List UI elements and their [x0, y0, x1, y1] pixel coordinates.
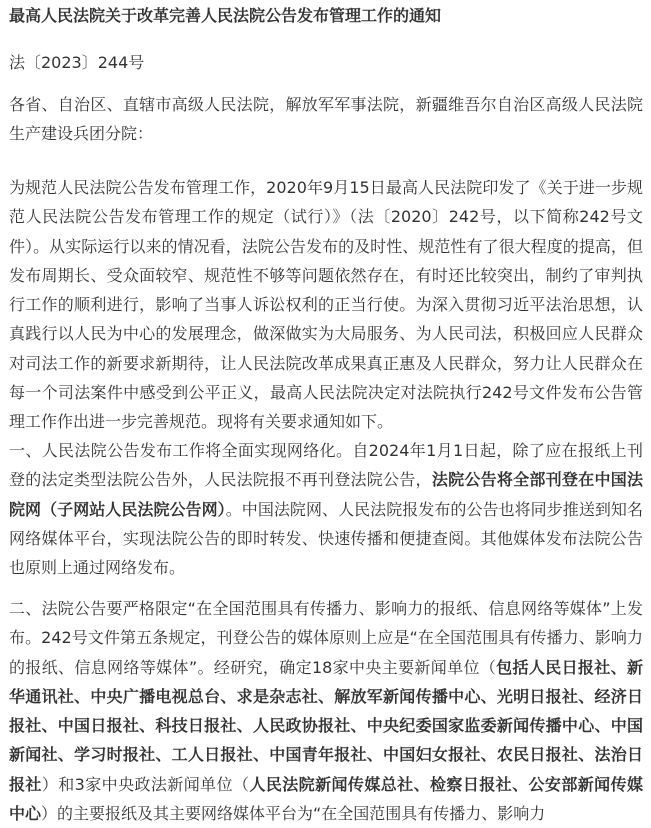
document-number: 法〔2023〕244号	[9, 53, 145, 72]
addressee-paragraph: 各省、自治区、直辖市高级人民法院，解放军军事法院，新疆维吾尔自治区高级人民法院生产建设兵团分院：	[9, 95, 643, 144]
item-two-bold-a: 包括人民日报社、新华通讯社、中央广播电视总台、求是杂志社、解放军新闻传播中心、光明日报社、经济日报社、中国日报社、科技日报社、人民政协报社、中央纪委国家监委新闻传播中心、中国新闻社、学习时报社、工人日报社、中国青年报社、中国妇女报社、农民日报社、法治日报社	[9, 657, 643, 794]
document-title: 最高人民法院关于改革完善人民法院公告发布管理工作的通知	[9, 6, 442, 25]
item-one-text-a: 一、人民法院公告发布工作将全面实现网络化。自2024年1月1日起，除了应在报纸上刊登的法定类型法院公告外，人民法院报不再刊登法院公告，	[9, 441, 643, 490]
item-two-text-a: 二、法院公告要严格限定“在全国范围具有传播力、影响力的报纸、信息网络等媒体”上发布。242号文件第五条规定，刊登公告的媒体原则上应是“在全国范围具有传播力、影响力的报纸、信息网络等媒体”。经研究，确定18家中央主要新闻单位（	[9, 599, 643, 677]
item-two-text-b: ）和3家中央政法新闻单位（	[41, 774, 250, 794]
item-one-bold-a: 法院公告将全部刊登在中国法院网（子网站人民法院公告网）	[9, 470, 643, 519]
item-two-bold-b: 人民法院新闻传媒总社、检察日报社、公安部新闻传媒中心	[9, 774, 643, 824]
item-one-paragraph	[9, 436, 643, 582]
item-one-text-b: 。中国法院网、人民法院报发布的公告也将同步推送到知名网络媒体平台，实现法院公告的即时转发、快速传播和便捷查阅。其他媒体发布法院公告也原则上通过网络发布。	[9, 499, 643, 578]
item-two-paragraph	[9, 594, 643, 828]
item-two-text-c: ）的主要报纸及其主要网络媒体平台为“在全国范围具有传播力、影响力	[41, 804, 546, 824]
intro-paragraph: 为规范人民法院公告发布管理工作，2020年9月15日最高人民法院印发了《关于进一步规范人民法院公告发布管理工作的规定（试行）》（法〔2020〕242号，以下简称242号文件）。从实际运行以来的情况看，法院公告发布的及时性、规范性有了很大程度的提高，但发布周期长、受众面较窄、规范性不够等问题依然存在，有时还比较突出，制约了审判执行工作的顺利进行，影响了当事人诉讼权利的正当行使。为深入贯彻习近平法治思想，认真践行以人民为中心的发展理念，做深做实为大局服务、为人民司法，积极回应人民群众对司法工作的新要求新期待，让人民法院改革成果真正惠及人民群众，努力让人民群众在每一个司法案件中感受到公平正义，最高人民法院决定对法院执行242号文件发布公告管理工作作出进一步完善规范。现将有关要求通知如下。	[9, 178, 643, 432]
